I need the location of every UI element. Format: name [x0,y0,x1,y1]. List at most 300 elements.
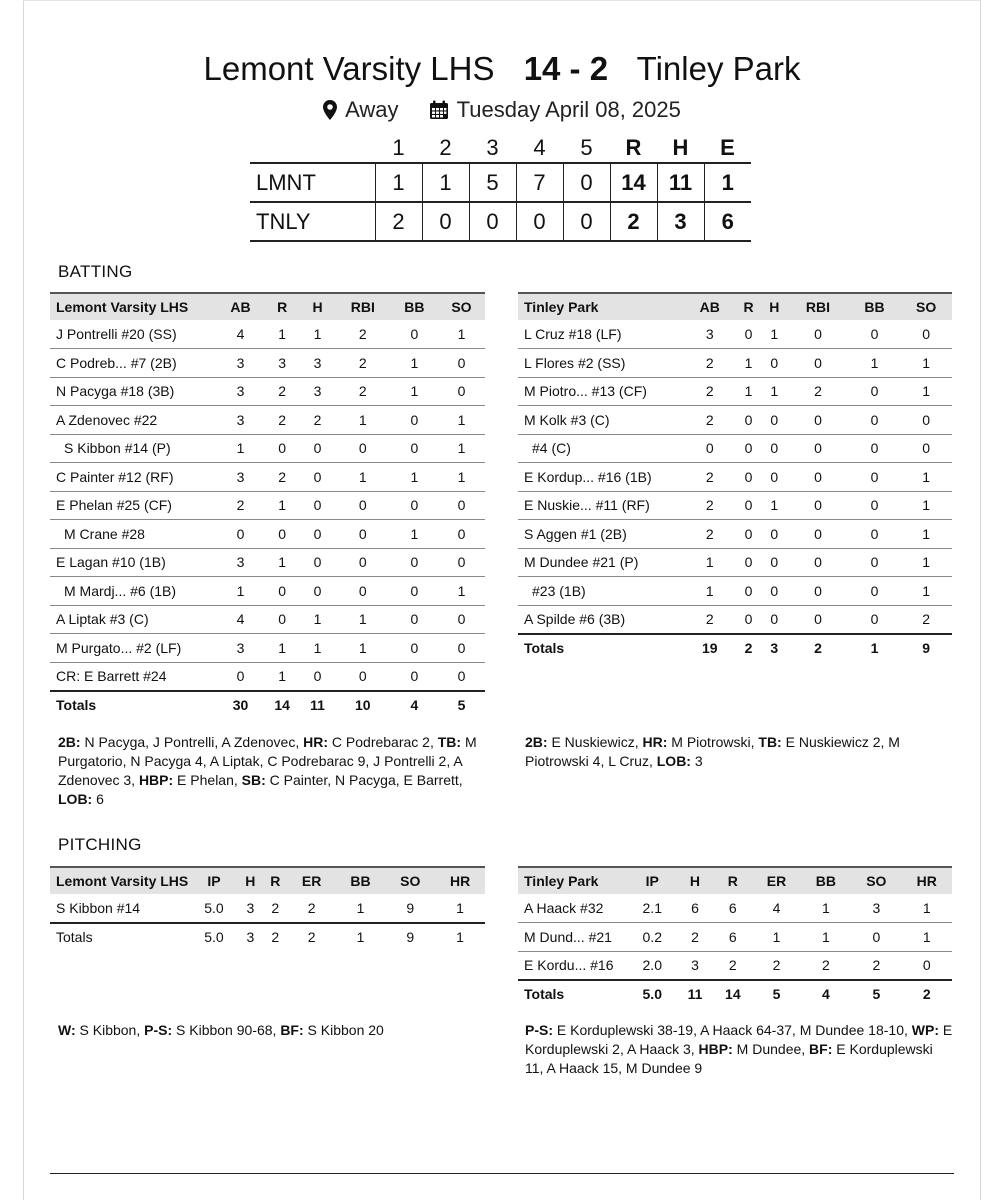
er-header: ER [766,873,787,889]
note-label: 2B: [58,734,81,750]
stat-cell: 1 [438,406,485,435]
note-text: 3 [690,753,703,769]
so-header: SO [866,873,887,889]
stat-cell: 0 [849,548,901,577]
stat-cell: 0 [391,634,438,663]
hr-header: HR [449,873,471,889]
stat-cell: 0 [761,520,787,549]
stat-cell: 1 [438,577,485,606]
batter-row [518,320,952,349]
date-info [429,97,681,123]
note-text: S Kibbon 90-68, [172,1022,281,1038]
note-label: HR: [303,734,329,750]
h-header: H [769,299,780,315]
total-errors: 1 [704,163,751,202]
stat-cell: 2 [713,951,752,980]
stat-cell: 1 [900,520,952,549]
stat-cell: 4 [217,605,264,634]
stat-cell: 0 [849,320,901,349]
total-cell: 2 [288,923,336,952]
total-cell: 9 [385,923,435,952]
batter-row [518,520,952,549]
game-title [0,50,1004,88]
note-text: C Painter, N Pacyga, E Barrett, [265,772,467,788]
batter-row [50,406,485,435]
game-meta [0,97,1004,126]
linescore-table [250,133,751,242]
batter-row [50,520,485,549]
player-name: A Zdenovec #22 [50,406,217,435]
inning-header: 4 [533,134,546,160]
note-label: HBP: [138,772,174,788]
stat-cell: 0 [438,349,485,378]
stat-cell: 0 [787,349,849,378]
stat-cell: 0 [217,662,264,691]
stat-cell: 3 [217,349,264,378]
pitching-header-row [50,867,485,894]
total-cell: 4 [801,980,851,1009]
total-cell: 11 [300,691,334,720]
stat-cell: 1 [300,605,334,634]
stat-cell: 1 [902,894,952,923]
player-name: L Cruz #18 (LF) [518,320,684,349]
player-name: #4 (C) [518,434,684,463]
ip-header: IP [645,873,659,889]
hr-header: HR [916,873,937,889]
stat-cell: 0 [438,491,485,520]
stat-cell: 0 [787,520,849,549]
stat-cell: 0 [849,491,901,520]
note-text: E Phelan, [173,772,242,788]
stat-cell: 2.1 [628,894,677,923]
stat-cell: 2 [264,463,300,492]
stat-cell: 1 [900,463,952,492]
stat-cell: 0.2 [628,923,677,952]
total-cell: 2 [736,634,762,663]
totals-label: Totals [50,923,190,952]
batter-row [518,377,952,406]
stat-cell: 0 [736,577,762,606]
inning-header: 3 [486,134,499,160]
stat-cell: 2 [900,605,952,634]
batter-row [518,605,952,634]
batter-row [50,634,485,663]
total-cell: 1 [435,923,485,952]
stat-cell: 0 [900,406,952,435]
stat-cell: 1 [736,377,762,406]
stat-cell: 0 [736,605,762,634]
stat-cell: 1 [217,434,264,463]
game-date: Tuesday April 08, 2025 [456,97,681,122]
stat-cell: 9 [385,894,435,923]
r-header: R [270,873,281,889]
stat-cell: 0 [300,434,334,463]
runs-header: R [625,134,642,160]
stat-cell: 0 [761,349,787,378]
batting-section-title: BATTING [58,262,133,281]
stat-cell: 3 [300,377,334,406]
note-text: M Piotrowski, [667,734,759,750]
total-cell: 4 [391,691,438,720]
stat-cell: 2 [677,923,714,952]
stat-cell: 0 [335,577,391,606]
page-border-right [980,0,981,1200]
hits-header: H [672,134,689,160]
stat-cell: 0 [787,491,849,520]
stat-cell: 0 [335,548,391,577]
stat-cell: 2 [684,520,736,549]
stat-cell: 1 [900,548,952,577]
stat-cell: 0 [787,577,849,606]
note-label: BF: [809,1041,833,1057]
stat-cell: 0 [849,377,901,406]
h-header: H [245,873,256,889]
stat-cell: 0 [736,548,762,577]
note-text: E Nuskiewicz 2, M Piotrowski 4, L Cruz, [525,734,904,769]
note-label: BF: [280,1022,304,1038]
stat-cell: 0 [264,434,300,463]
stat-cell: 0 [264,605,300,634]
totals-row [518,634,952,663]
note-text: E Nuskiewicz, [547,734,643,750]
batter-row [50,491,485,520]
h-header: H [312,299,323,315]
stat-cell: 0 [849,605,901,634]
stat-cell: 1 [902,923,952,952]
batting-header-row [518,293,952,320]
stat-cell: 0 [900,320,952,349]
note-label: LOB: [656,753,691,769]
r-header: R [743,299,754,315]
note-text: M Dundee, [732,1041,810,1057]
batter-row [50,377,485,406]
linescore-corner [250,133,375,163]
total-cell: 10 [335,691,391,720]
calendar-icon [429,100,449,120]
tinley-pitching-notes [525,1021,955,1078]
note-text: N Pacyga, J Pontrelli, A Zdenovec, [80,734,304,750]
stat-cell: 0 [787,406,849,435]
inning-runs: 1 [375,163,422,202]
team-abbrev: LMNT [256,169,316,195]
stat-cell: 1 [335,406,391,435]
stat-cell: 3 [677,951,714,980]
stat-cell: 1 [438,434,485,463]
inning-runs: 1 [422,163,469,202]
total-runs: 2 [610,202,657,241]
stat-cell: 1 [264,548,300,577]
stat-cell: 0 [438,520,485,549]
stat-cell: 6 [713,894,752,923]
stat-cell: 0 [300,520,334,549]
pitcher-row [518,951,952,980]
inning-runs: 0 [563,163,610,202]
player-name: A Spilde #6 (3B) [518,605,684,634]
stat-cell: 0 [438,377,485,406]
inning-runs: 0 [469,202,516,241]
note-text: E Korduplewski 2, A Haack 3, [525,1022,957,1057]
stat-cell: 1 [900,377,952,406]
so-header: SO [451,299,472,315]
so-header: SO [400,873,421,889]
stat-cell: 0 [900,434,952,463]
stat-cell: 0 [264,577,300,606]
player-name: #23 (1B) [518,577,684,606]
total-cell: 14 [264,691,300,720]
stat-cell: 1 [391,463,438,492]
batter-row [518,349,952,378]
player-name: A Liptak #3 (C) [50,605,217,634]
note-label: HR: [642,734,668,750]
stat-cell: 6 [713,923,752,952]
note-label: TB: [437,734,462,750]
inning-runs: 0 [516,202,563,241]
stat-cell: 0 [787,434,849,463]
note-label: WP: [911,1022,939,1038]
stat-cell: 2 [684,605,736,634]
batter-row [518,406,952,435]
stat-cell: 2 [264,377,300,406]
total-cell: 1 [849,634,901,663]
stat-cell: 0 [335,491,391,520]
total-cell: 11 [677,980,714,1009]
batter-row [50,662,485,691]
stat-cell: 1 [264,634,300,663]
rbi-header: RBI [350,299,375,315]
stat-cell: 0 [264,520,300,549]
stat-cell: 0 [787,605,849,634]
totals-label: Totals [518,980,628,1009]
note-text: S Kibbon 20 [303,1022,384,1038]
note-text: S Kibbon, [75,1022,145,1038]
stat-cell: 1 [335,463,391,492]
stat-cell: 1 [752,923,800,952]
stat-cell: 1 [684,548,736,577]
stat-cell: 3 [684,320,736,349]
stat-cell: 1 [264,491,300,520]
total-hits: 11 [657,163,704,202]
note-text: C Podrebarac 2, [328,734,438,750]
stat-cell: 0 [849,577,901,606]
team-column-header: Tinley Park [524,873,599,889]
stat-cell: 1 [761,320,787,349]
stat-cell: 2 [263,894,288,923]
note-label: TB: [758,734,782,750]
stat-cell: 1 [684,577,736,606]
stat-cell: 4 [217,320,264,349]
note-text: M Purgatorio, N Pacyga 4, A Liptak, C Podrebarac 9, J Pontrelli 2, A Zdenovec 3, [58,734,481,788]
note-label: 2B: [525,734,548,750]
stat-cell: 1 [391,377,438,406]
stat-cell: 2.0 [628,951,677,980]
player-name: E Kordup... #16 (1B) [518,463,684,492]
total-cell: 19 [684,634,736,663]
stat-cell: 0 [438,605,485,634]
inning-runs: 7 [516,163,563,202]
stat-cell: 1 [761,377,787,406]
stat-cell: 2 [684,406,736,435]
player-name: C Podreb... #7 (2B) [50,349,217,378]
batter-row [50,577,485,606]
lemont-pitching-notes [58,1021,488,1040]
stat-cell: 0 [391,320,438,349]
stat-cell: 0 [736,463,762,492]
team-abbrev: TNLY [256,208,311,234]
page-border-top [23,0,981,1]
stat-cell: 1 [761,491,787,520]
total-cell: 5.0 [190,923,238,952]
stat-cell: 1 [900,349,952,378]
inning-header: 2 [439,134,452,160]
player-name: E Kordu... #16 [518,951,628,980]
player-name: M Crane #28 [50,520,217,549]
total-cell: 2 [902,980,952,1009]
totals-row [50,923,485,952]
inning-header: 1 [392,134,405,160]
home-team-name: Lemont Varsity LHS [203,50,495,87]
stat-cell: 0 [391,406,438,435]
stat-cell: 2 [264,406,300,435]
pitcher-row [518,923,952,952]
stat-cell: 1 [900,577,952,606]
total-cell: 2 [263,923,288,952]
stat-cell: 0 [217,520,264,549]
page-border-left [23,0,24,1200]
inning-header: 5 [580,134,593,160]
inning-runs: 0 [563,202,610,241]
pitcher-row [50,894,485,923]
total-cell: 5 [752,980,800,1009]
stat-cell: 1 [264,662,300,691]
note-text: 6 [92,791,104,807]
stat-cell: 2 [335,349,391,378]
batter-row [518,434,952,463]
stat-cell: 0 [849,434,901,463]
player-name: J Pontrelli #20 (SS) [50,320,217,349]
batter-row [518,548,952,577]
stat-cell: 0 [391,548,438,577]
stat-cell: 2 [217,491,264,520]
player-name: M Kolk #3 (C) [518,406,684,435]
bb-header: BB [404,299,425,315]
stat-cell: 0 [761,605,787,634]
stat-cell: 1 [801,894,851,923]
stat-cell: 1 [438,463,485,492]
total-cell: 2 [787,634,849,663]
note-label: P-S: [144,1022,173,1038]
batter-row [50,548,485,577]
stat-cell: 1 [391,349,438,378]
player-name: E Phelan #25 (CF) [50,491,217,520]
total-cell: 14 [713,980,752,1009]
stat-cell: 0 [335,520,391,549]
totals-label: Totals [518,634,684,663]
batter-row [518,491,952,520]
h-header: H [689,873,701,889]
note-text: E Korduplewski 38-19, A Haack 64-37, M Dundee 18-10, [553,1022,912,1038]
stat-cell: 0 [736,491,762,520]
stat-cell: 0 [849,520,901,549]
stat-cell: 0 [300,491,334,520]
player-name: S Kibbon #14 [50,894,190,923]
stat-cell: 1 [801,923,851,952]
total-cell: 1 [336,923,386,952]
lemont-batting-notes [58,733,481,809]
batter-row [50,320,485,349]
stat-cell: 3 [217,406,264,435]
stat-cell: 3 [851,894,901,923]
totals-row [518,980,952,1009]
stat-cell: 1 [336,894,386,923]
stat-cell: 0 [787,548,849,577]
stat-cell: 0 [391,434,438,463]
location-pin-icon [323,100,337,120]
team-column-header: Tinley Park [524,299,599,315]
pitcher-row [518,894,952,923]
stat-cell: 1 [391,520,438,549]
total-cell: 3 [761,634,787,663]
stat-cell: 0 [761,406,787,435]
stat-cell: 1 [335,634,391,663]
note-label: SB: [241,772,266,788]
batting-header-row [50,293,485,320]
stat-cell: 1 [335,605,391,634]
player-name: M Piotro... #13 (CF) [518,377,684,406]
batter-row [518,577,952,606]
stat-cell: 2 [684,377,736,406]
stat-cell: 0 [761,548,787,577]
stat-cell: 2 [335,377,391,406]
batter-row [50,463,485,492]
pitching-section-title: PITCHING [58,835,142,854]
linescore-row-tnly [250,202,751,241]
player-name: E Nuskie... #11 (RF) [518,491,684,520]
stat-cell: 1 [300,320,334,349]
ab-header: AB [230,299,251,315]
stat-cell: 1 [900,491,952,520]
stat-cell: 2 [684,491,736,520]
stat-cell: 0 [438,634,485,663]
er-header: ER [301,873,322,889]
tinley-pitching-table [518,866,952,1008]
r-header: R [727,873,738,889]
stat-cell: 5.0 [190,894,238,923]
note-label: HBP: [698,1041,733,1057]
stat-cell: 3 [264,349,300,378]
total-cell: 3 [238,923,263,952]
total-cell: 30 [217,691,264,720]
player-name: S Aggen #1 (2B) [518,520,684,549]
batter-row [50,434,485,463]
stat-cell: 0 [335,662,391,691]
stat-cell: 1 [217,577,264,606]
bottom-divider [50,1173,954,1174]
stat-cell: 2 [801,951,851,980]
stat-cell: 0 [391,605,438,634]
player-name: A Haack #32 [518,894,628,923]
total-cell: 5 [438,691,485,720]
player-name: S Kibbon #14 (P) [50,434,217,463]
stat-cell: 0 [761,463,787,492]
team-column-header: Lemont Varsity LHS [56,873,189,889]
stat-cell: 0 [300,577,334,606]
rbi-header: RBI [805,299,831,315]
note-label: W: [58,1022,76,1038]
stat-cell: 0 [300,548,334,577]
stat-cell: 3 [300,349,334,378]
stat-cell: 0 [736,520,762,549]
stat-cell: 0 [438,548,485,577]
